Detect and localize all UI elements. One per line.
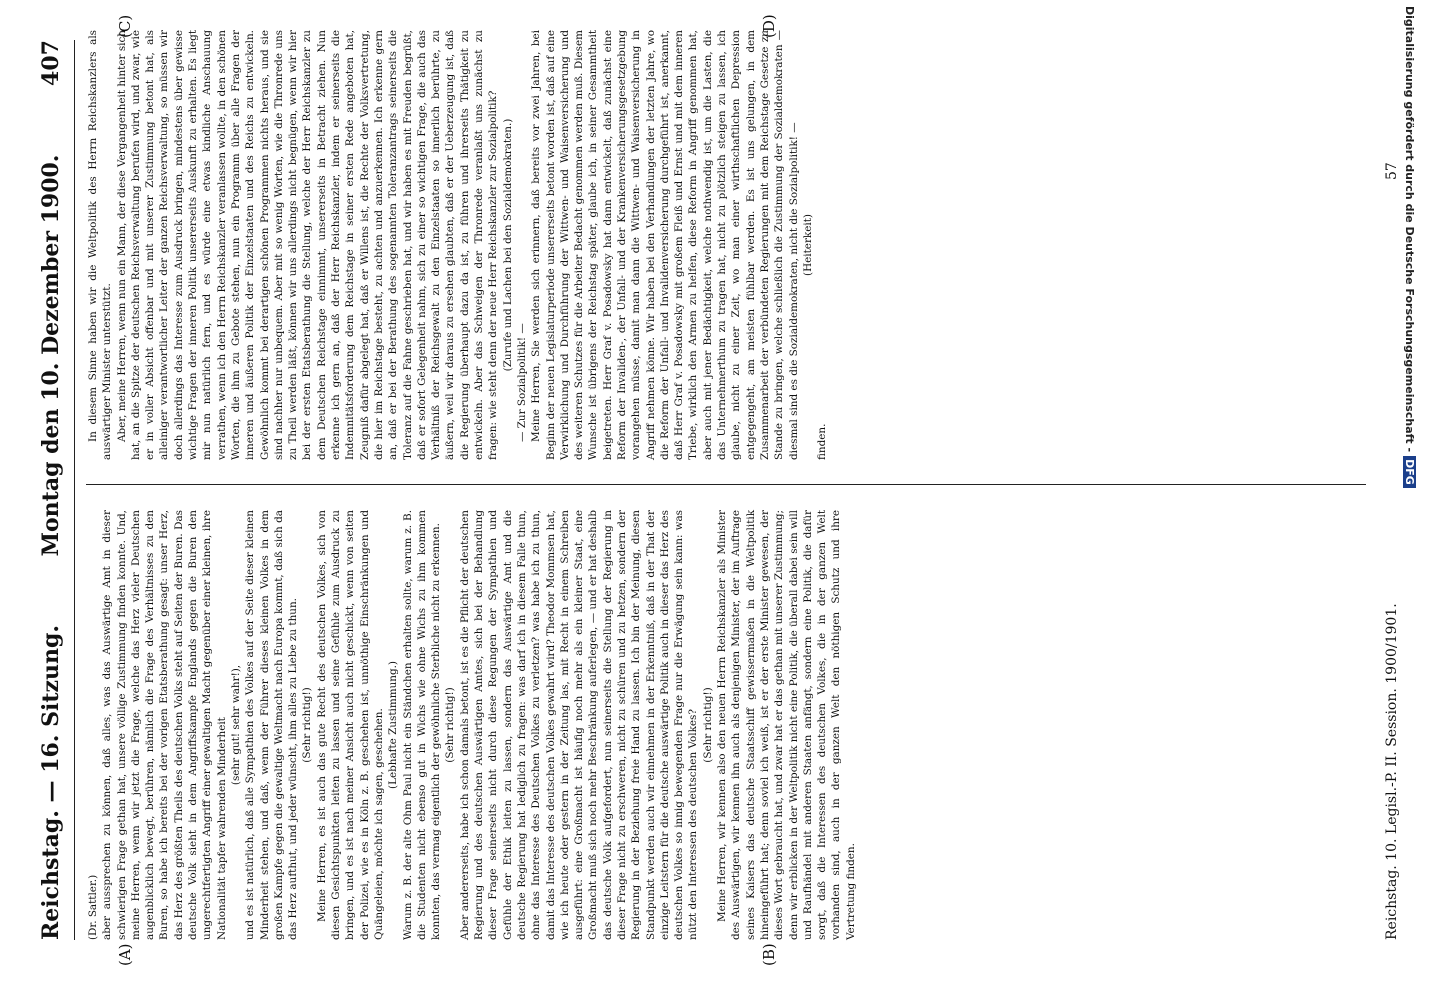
paragraph: aber aussprechen zu können, daß alles, was das Auswärtige Amt in dieser schwierigen Frage gethan hat, unsere völlige Zustimmung finden konnte. Und, meine Herren, wenn wir jetzt die Frage, welche das Herz vieler Deutschen augenblicklich bewegt, berühren, nämlich die Frage des Verhältnisses zu den Buren, so habe ich bereits bei der vorigen Etatsberathung gesagt: unser Herz, das Herz des größten Theils des deutschen Volks steht auf Seiten der Buren. Das deutsche Volk sieht in dem Angriffskampfe Englands gegen die Buren den ungerechtfertigten Angriff einer gewaltigen Macht gegenüber einer kleinen, ihre Nationalität tapfer wahrenden Minderheit — [101, 510, 228, 940]
paragraph: Aber andererseits, habe ich schon damals betont, ist es die Pflicht der deutschen Regierung und des deutschen Auswärtigen Amtes, sich bei der Behandlung dieser Frage seinerseits nicht durch diese Regungen der Sympathien und Gefühle der Ethik leiten zu lassen, sondern das Auswärtige Amt und die deutsche Regierung hat lediglich zu fragen: was darf ich in diesem Falle thun, ohne das Interesse des Deutschen Volkes zu verletzen? was habe ich zu thun, damit das Interesse des deutschen Volkes gewahrt wird? Theodor Mommsen hat, wie ich heute oder gestern in der Zeitung las, mit Recht in einem Schreiben ausgeführt: eine Großmacht ist häufig noch mehr als ein kleiner Staat, eine Großmacht muß sich noch mehr Beschränkung auferlegen, — und er hat deshalb das deutsche Volk aufgefordert, nun seinerseits die Stellung der Regierung in dieser Frage nicht zu erschweren, nicht zu schüren und zu hetzen, sondern der Regierung in der Beziehung freie Hand zu lassen. Ich bin der Meinung, diesen Standpunkt werden auch wir einnehmen in der Erkenntniß, daß in der That der einzige Leitstern für die deutsche auswärtige Politik auch in dieser das Herz des deutschen Volkes so innig bewegenden Frage nur die Erwägung sein kann: was nützt den Interessen des deutschen Volkes? — [458, 510, 700, 940]
margin-letter-a: (A) — [116, 943, 134, 966]
digitization-credit — [1396, 6, 1416, 1006]
interjection: (Heiterkeit) — [801, 214, 814, 276]
page-number: 407 — [38, 40, 64, 86]
margin-letter-c: (C) — [116, 14, 134, 38]
page-header — [38, 40, 72, 940]
paragraph: finden. — [816, 423, 829, 460]
margin-letter-b: (B) — [760, 943, 778, 966]
interjection: (Sehr richtig!) — [701, 687, 714, 763]
interjection: (sehr gut! sehr wahr!), — [229, 664, 242, 786]
footer-sheet-number: 57 — [1384, 162, 1400, 180]
interjection: (Sehr richtig!) — [444, 687, 457, 763]
credit-text: Digitalisierung gefördert durch die Deutsche Forschungsgemeinschaft - — [1403, 6, 1416, 453]
interjection: (Sehr richtig!) — [301, 687, 314, 763]
dfg-logo: DFG — [1403, 456, 1416, 488]
paragraph: — Zur Sozialpolitik! — — [515, 323, 528, 442]
paragraph: In diesem Sinne haben wir die Weltpolitik des Herrn Reichskanzlers als auswärtiger Minister unterstützt. — [87, 30, 114, 460]
margin-letter-d: (D) — [760, 14, 778, 38]
header-date: Montag den 10. Dezember 1900. — [38, 154, 64, 557]
header-rule — [74, 40, 75, 940]
paragraph: Meine Herren, Sie werden sich erinnern, daß bereits vor zwei Jahren, bei Beginn der neuen Legislaturperiode unsererseits betont worden ist, daß auf eine Verwirklichung und Durchführung der Wittwen- und Waisenversicherung und des weiteren Schutzes für die Arbeiter Bedacht genommen werden muß. Diesem Wunsche ist übrigens der Reichstag später, glaube ich, in seiner Gesammtheit beigetreten. Herr Graf v. Posadowsky hat dann entwickelt, daß zunächst eine Reform der Invaliden-, der Unfall- und der Krankenversicherungsgesetzgebung vorangehen müsse, damit man dann die Wittwen- und Waisenversicherung in Angriff nehmen könne. Wir haben bei den Verhandlungen der letzten Jahre, wo die Reform der Unfall- und Invalidenversicherung durchgeführt ist, anerkannt, daß Herr Graf v. Posadowsky mit großem Fleiß und Ernst und mit dem inneren Triebe, wirklich den Armen zu helfen, diese Reform in Angriff genommen hat, aber auch mit jener Bedächtigkeit, welche nothwendig ist, um die Lasten, die das Unternehmerthum zu tragen hat, nicht zu plötzlich steigen zu lassen, ich glaube, nicht zu einer Zeit, wo man einer wirthschaftlichen Depression entgegengeht, am meisten fühlbar werden. Es ist uns gelungen, in dem Zusammenarbeit der verbündeten Regierungen mit dem Reichstage Gesetze zu Stande zu bringen, welche schließlich die Zustimmung der Sozialdemokraten — diesmal sind es die Sozialdemokraten, nicht die Sozialpolitik! — — [530, 30, 800, 460]
paragraph: Meine Herren, wir kennen also den neuen Herrn Reichskanzler als Minister des Auswärtigen, wir kennen ihn auch als denjenigen Minister, der im Auftrage seines Kaisers das deutsche Staatsschiff gewissermaßen in die Weltpolitik hineingeführt hat; denn soviel ich weiß, ist er der erste Minister gewesen, der dieses Wort gebraucht hat, und zwar hat er das gethan mit unserer Zustimmung; denn wir erblicken in der Weltpolitik nicht eine Politik, die überall dabei sein will und Raufhändel mit anderen Staaten anfängt, sondern eine Politik, die dafür sorgt, daß die Interessen des deutschen Volkes, die in der ganzen Welt vorhanden sind, auch in der ganzen Welt den nöthigen Schutz und ihre Vertretung finden. — [716, 510, 857, 940]
left-column — [86, 510, 858, 940]
interjection: (Zurufe und Lachen bei den Sozialdemokraten.) — [501, 118, 514, 372]
speaker-name: (Dr. Sattler.) — [87, 874, 99, 940]
header-left: Reichstag. — 16. Sitzung. — [38, 624, 64, 940]
interjection: (Lebhafte Zustimmung.) — [387, 661, 400, 789]
paragraph: Meine Herren, es ist auch das gute Recht des deutschen Volkes, sich von diesen Gesichtspunkten leiten zu lassen und seine Gefühle zum Ausdruck zu bringen, und es ist nach meiner Ansicht auch nicht geschickt, wenn von seiten der Polizei, wie es in Köln z. B. geschehen ist, unnöthige Einschränkungen und Quängeleien, möchte ich sagen, geschehen. — [315, 510, 385, 940]
paragraph: und es ist natürlich, daß alle Sympathien des Volkes auf der Seite dieser kleinen Minderheit stehen, und daß, wenn der Führer dieses kleinen Volkes in dem großen Kampfe gegen die gewaltige Weltmacht nach Europa kommt, daß sich da das Herz aufthut, und jeder wünscht, ihm alles zu Liebe zu thun. — [244, 510, 300, 940]
right-column — [86, 30, 829, 460]
column-divider — [86, 484, 1366, 485]
paragraph: Aber, meine Herren, wenn nun ein Mann, der diese Vergangenheit hinter sich hat, an die Spitze der deutschen Reichsverwaltung berufen wird, und zwar, wie er in voller Absicht offenbar und mit unserer Zustimmung betont hat, als alleiniger verantwortlicher Leiter der ganzen Reichsverwaltung, so müssen wir doch allerdings das Interesse zum Ausdruck bringen, mindestens über gewisse wichtige Fragen der inneren Politik unsererseits Auskunft zu erhalten. Es liegt mir nun natürlich fern, und es würde eine etwas kindliche Anschauung verrathen, wenn ich den Herrn Reichskanzler veranlassen wollte, in den schönen Worten, die ihm zu Gebote stehen, nun ein Programm über alle Fragen der inneren und äußeren Politik der Einzelstaaten und des Reichs zu entwickeln. Gewöhnlich kommt bei derartigen schönen Programmen nichts heraus, und sie sind nachher nur unbequem. Aber mit so wenig Worten, wie die Thronrede uns zu Theil werden läßt, können wir uns allerdings nicht begnügen, wenn wir hier bei der ersten Etatsberathung die Stellung, welche der Herr Reichskanzler zu dem Deutschen Reichstage einnimmt, unsererseits in Betracht ziehen. Nun erkenne ich gern an, daß der Herr Reichskanzler, indem er seinerseits die Indemnitätsforderung dem Reichstage in seiner ersten Rede angeboten hat, Zeugniß dafür abgelegt hat, daß er Willens ist, die Rechte der Volksvertretung, die hier im Reichstage besteht, zu achten und anzuerkennen. Ich erkenne gern an, daß er bei der Berathung des sogenannten Toleranzantrags seinerseits die Toleranz auf die Fahne geschrieben hat, und wir haben es mit Freuden begrüßt, daß er sofort Gelegenheit nahm, sich zu einer so wichtigen Frage, die auch das Verhältniß der Reichsgewalt zu den Einzelstaaten so innerlich berührte, zu äußern, weil wir daraus zu ersehen glaubten, daß er der Ueberzeugung ist, daß die Regierung überhaupt dazu da ist, zu führen und ihrerseits Thätigkeit zu entwickeln. Aber das Schweigen der Thronrede veranlaßt uns zunächst zu fragen: wie steht denn der neue Herr Reichskanzler zur Sozialpolitik? — [115, 30, 500, 460]
footer-session: Reichstag. 10. Legisl.-P. II. Session. 1900/1901. — [1384, 603, 1400, 940]
paragraph: Warum z. B. der alte Ohm Paul nicht ein Ständchen erhalten sollte, warum z. B. die Studenten nicht ebenso gut in Wichs wie ohne Wichs zu ihm kommen konnten, das vermag eigentlich der gewöhnliche Sterbliche nicht zu erkennen. — [401, 510, 443, 940]
